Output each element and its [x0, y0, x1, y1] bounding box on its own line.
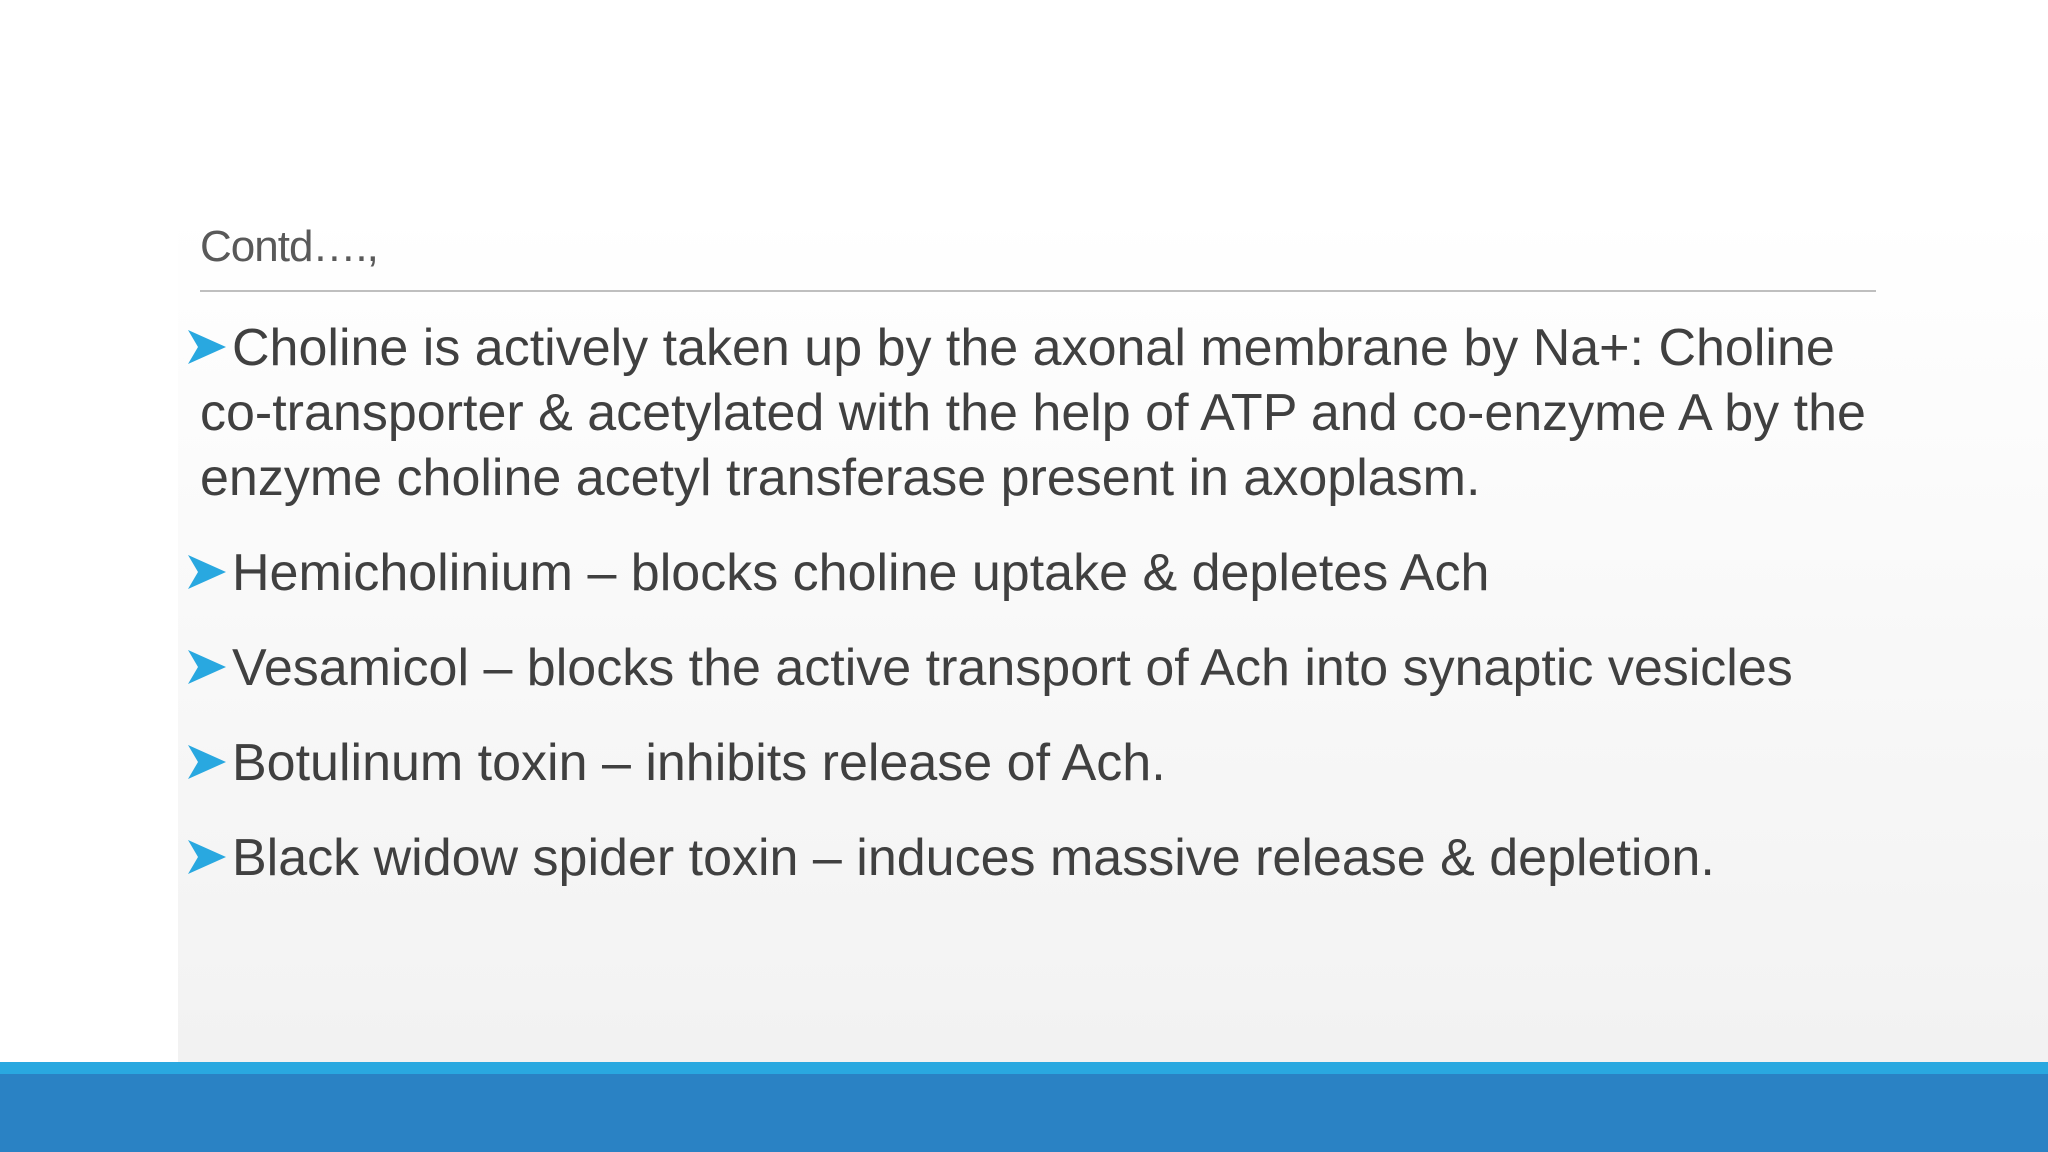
arrow-bullet-icon — [186, 646, 228, 688]
title-divider — [200, 290, 1876, 292]
arrow-bullet-icon — [186, 836, 228, 878]
bullet-item — [186, 731, 1886, 796]
bullet-text: Black widow spider toxin – induces massive release & depletion. — [232, 829, 1715, 887]
bullet-item — [186, 636, 1886, 701]
bullet-text: Botulinum toxin – inhibits release of Ach. — [232, 734, 1166, 792]
arrow-bullet-icon — [186, 741, 228, 783]
bullet-item — [186, 316, 1886, 511]
footer-bar — [0, 1074, 2048, 1152]
bullet-item — [186, 826, 1886, 891]
bullet-text: Choline is actively taken up by the axonal membrane by Na+: Choline co-transporter & acetylated with the help of ATP and co-enzyme A by the enzyme choline acetyl transferase present in axoplasm. — [200, 319, 1866, 507]
footer-accent-bar — [0, 1062, 2048, 1074]
bullet-text: Vesamicol – blocks the active transport of Ach into synaptic vesicles — [232, 639, 1793, 697]
bullet-item — [186, 541, 1886, 606]
arrow-bullet-icon — [186, 551, 228, 593]
slide-title: Contd…., — [200, 222, 378, 271]
bullet-text: Hemicholinium – blocks choline uptake & depletes Ach — [232, 544, 1490, 602]
bullet-list — [186, 316, 1886, 921]
arrow-bullet-icon — [186, 326, 228, 368]
